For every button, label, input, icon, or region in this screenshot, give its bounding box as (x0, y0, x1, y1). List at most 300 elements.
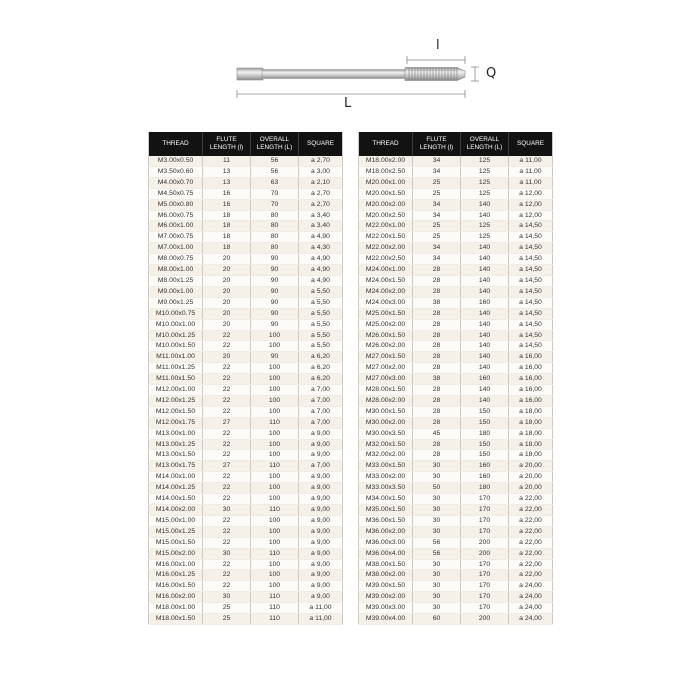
cell-overall-length: 140 (461, 363, 509, 374)
cell-square: a 22,00 (509, 526, 553, 537)
cell-overall-length: 160 (461, 374, 509, 385)
table-row (359, 570, 553, 581)
cell-thread: M30.00x2.00 (359, 417, 413, 428)
table-row (149, 221, 343, 232)
cell-flute-length: 25 (413, 232, 461, 243)
table-row (149, 330, 343, 341)
cell-square: a 16,00 (509, 363, 553, 374)
cell-flute-length: 30 (413, 515, 461, 526)
cell-square: a 18,00 (509, 406, 553, 417)
cell-overall-length: 170 (461, 526, 509, 537)
table-row (149, 341, 343, 352)
cell-overall-length: 140 (461, 330, 509, 341)
cell-overall-length: 80 (251, 221, 299, 232)
table-row (359, 199, 553, 210)
cell-overall-length: 170 (461, 603, 509, 614)
cell-flute-length: 28 (413, 363, 461, 374)
header-thread: THREAD (359, 132, 413, 156)
table-row (359, 406, 553, 417)
cell-overall-length: 100 (251, 374, 299, 385)
cell-overall-length: 90 (251, 308, 299, 319)
cell-thread: M12.00x1.75 (149, 417, 203, 428)
cell-overall-length: 110 (251, 614, 299, 625)
cell-thread: M26.00x1.50 (359, 330, 413, 341)
cell-flute-length: 16 (203, 199, 251, 210)
cell-thread: M38.00x1.50 (359, 559, 413, 570)
cell-overall-length: 140 (461, 265, 509, 276)
header-overall-length: OVERALL LENGTH (L) (461, 132, 509, 156)
tap-square-end (237, 68, 263, 80)
cell-flute-length: 20 (203, 286, 251, 297)
cell-thread: M30.00x1.50 (359, 406, 413, 417)
table-row (359, 265, 553, 276)
cell-square: a 5,50 (299, 319, 343, 330)
table-row (149, 603, 343, 614)
table-row (359, 385, 553, 396)
header-square: SQUARE (509, 132, 553, 156)
table-row (149, 505, 343, 516)
table-row (359, 548, 553, 559)
cell-square: a 9,00 (299, 505, 343, 516)
cell-overall-length: 56 (251, 156, 299, 166)
cell-square: a 9,00 (299, 548, 343, 559)
cell-flute-length: 22 (203, 374, 251, 385)
cell-square: a 9,00 (299, 472, 343, 483)
cell-thread: M10.00x1.50 (149, 341, 203, 352)
table-row (149, 319, 343, 330)
table-row (359, 395, 553, 406)
cell-flute-length: 30 (413, 472, 461, 483)
cell-thread: M28.00x2.00 (359, 395, 413, 406)
cell-thread: M16.00x1.25 (149, 570, 203, 581)
table-row (359, 417, 553, 428)
table-row (359, 243, 553, 254)
cell-thread: M36.00x3.00 (359, 537, 413, 548)
table-row (149, 537, 343, 548)
table-row (149, 494, 343, 505)
cell-thread: M14.00x1.50 (149, 494, 203, 505)
cell-square: a 18,00 (509, 439, 553, 450)
cell-thread: M18.00x2.50 (359, 166, 413, 177)
cell-square: a 22,00 (509, 494, 553, 505)
cell-thread: M30.00x3.50 (359, 428, 413, 439)
table-row (359, 254, 553, 265)
cell-overall-length: 125 (461, 177, 509, 188)
table-row (149, 374, 343, 385)
cell-flute-length: 56 (413, 537, 461, 548)
cell-square: a 20,00 (509, 483, 553, 494)
table-row (359, 319, 553, 330)
cell-thread: M15.00x1.25 (149, 526, 203, 537)
cell-overall-length: 125 (461, 232, 509, 243)
cell-square: a 24,00 (509, 614, 553, 625)
cell-overall-length: 140 (461, 210, 509, 221)
cell-overall-length: 110 (251, 461, 299, 472)
cell-square: a 14,50 (509, 275, 553, 286)
thread-table-right-body (359, 156, 553, 624)
cell-overall-length: 150 (461, 406, 509, 417)
cell-overall-length: 140 (461, 275, 509, 286)
cell-flute-length: 22 (203, 395, 251, 406)
cell-overall-length: 100 (251, 537, 299, 548)
cell-thread: M16.00x2.00 (149, 592, 203, 603)
cell-flute-length: 22 (203, 363, 251, 374)
cell-flute-length: 20 (203, 352, 251, 363)
cell-thread: M8.00x0.75 (149, 254, 203, 265)
cell-thread: M35.00x1.50 (359, 505, 413, 516)
cell-flute-length: 18 (203, 243, 251, 254)
tap-threaded-section (405, 68, 457, 81)
cell-flute-length: 30 (413, 494, 461, 505)
cell-overall-length: 160 (461, 297, 509, 308)
cell-square: a 9,00 (299, 450, 343, 461)
cell-flute-length: 38 (413, 374, 461, 385)
cell-thread: M12.00x1.50 (149, 406, 203, 417)
cell-flute-length: 22 (203, 341, 251, 352)
cell-flute-length: 28 (413, 352, 461, 363)
table-row (359, 330, 553, 341)
table-row (359, 450, 553, 461)
cell-flute-length: 22 (203, 494, 251, 505)
cell-square: a 14,50 (509, 341, 553, 352)
table-row (149, 592, 343, 603)
cell-square: a 16,00 (509, 374, 553, 385)
cell-overall-length: 100 (251, 363, 299, 374)
cell-flute-length: 50 (413, 483, 461, 494)
table-row (149, 385, 343, 396)
cell-overall-length: 170 (461, 505, 509, 516)
cell-thread: M39.00x3.00 (359, 603, 413, 614)
cell-flute-length: 22 (203, 570, 251, 581)
header-thread: THREAD (149, 132, 203, 156)
cell-square: a 2,70 (299, 199, 343, 210)
cell-overall-length: 125 (461, 188, 509, 199)
cell-thread: M18.00x1.00 (149, 603, 203, 614)
table-row (149, 406, 343, 417)
cell-square: a 4,90 (299, 232, 343, 243)
table-row (149, 177, 343, 188)
cell-overall-length: 90 (251, 352, 299, 363)
cell-square: a 6,20 (299, 374, 343, 385)
cell-square: a 9,00 (299, 592, 343, 603)
cell-overall-length: 90 (251, 319, 299, 330)
cell-flute-length: 18 (203, 221, 251, 232)
cell-square: a 9,00 (299, 559, 343, 570)
cell-flute-length: 27 (203, 417, 251, 428)
cell-overall-length: 170 (461, 581, 509, 592)
cell-square: a 5,50 (299, 330, 343, 341)
cell-flute-length: 25 (203, 614, 251, 625)
cell-thread: M24.00x1.00 (359, 265, 413, 276)
cell-flute-length: 30 (203, 505, 251, 516)
header-overall-length: OVERALL LENGTH (L) (251, 132, 299, 156)
cell-square: a 24,00 (509, 581, 553, 592)
table-row (149, 199, 343, 210)
cell-overall-length: 100 (251, 494, 299, 505)
cell-overall-length: 200 (461, 537, 509, 548)
table-row (359, 156, 553, 166)
cell-thread: M13.00x1.50 (149, 450, 203, 461)
cell-square: a 9,00 (299, 515, 343, 526)
table-row (149, 559, 343, 570)
cell-thread: M9.00x1.25 (149, 297, 203, 308)
cell-overall-length: 140 (461, 308, 509, 319)
cell-square: a 14,50 (509, 319, 553, 330)
table-row (359, 494, 553, 505)
table-row (359, 614, 553, 625)
cell-flute-length: 28 (413, 330, 461, 341)
cell-overall-length: 100 (251, 559, 299, 570)
cell-thread: M27.00x1.50 (359, 352, 413, 363)
cell-overall-length: 140 (461, 254, 509, 265)
table-row (359, 374, 553, 385)
table-row (149, 570, 343, 581)
cell-flute-length: 28 (413, 319, 461, 330)
cell-overall-length: 110 (251, 505, 299, 516)
overall-length-label: L (344, 96, 352, 111)
cell-square: a 12,00 (509, 210, 553, 221)
cell-square: a 3,40 (299, 210, 343, 221)
cell-square: a 11,00 (509, 166, 553, 177)
cell-square: a 5,50 (299, 341, 343, 352)
cell-overall-length: 56 (251, 166, 299, 177)
cell-square: a 14,50 (509, 308, 553, 319)
cell-square: a 7,00 (299, 395, 343, 406)
cell-square: a 9,00 (299, 439, 343, 450)
cell-thread: M36.00x4.00 (359, 548, 413, 559)
cell-overall-length: 140 (461, 243, 509, 254)
table-row (149, 297, 343, 308)
cell-thread: M33.00x2.00 (359, 472, 413, 483)
cell-flute-length: 25 (203, 603, 251, 614)
cell-thread: M8.00x1.00 (149, 265, 203, 276)
cell-flute-length: 28 (413, 286, 461, 297)
cell-thread: M15.00x2.00 (149, 548, 203, 559)
table-header-row (359, 132, 553, 156)
cell-thread: M20.00x1.50 (359, 188, 413, 199)
cell-flute-length: 22 (203, 526, 251, 537)
cell-overall-length: 150 (461, 417, 509, 428)
cell-flute-length: 25 (413, 221, 461, 232)
cell-overall-length: 110 (251, 417, 299, 428)
cell-flute-length: 30 (413, 559, 461, 570)
table-row (359, 363, 553, 374)
cell-overall-length: 140 (461, 395, 509, 406)
cell-square: a 7,00 (299, 461, 343, 472)
cell-overall-length: 140 (461, 199, 509, 210)
table-row (359, 210, 553, 221)
cell-square: a 11,00 (509, 156, 553, 166)
table-row (149, 254, 343, 265)
cell-flute-length: 22 (203, 450, 251, 461)
cell-square: a 11,00 (509, 177, 553, 188)
cell-square: a 4,90 (299, 265, 343, 276)
cell-flute-length: 20 (203, 297, 251, 308)
cell-square: a 4,30 (299, 243, 343, 254)
cell-thread: M33.00x1.50 (359, 461, 413, 472)
cell-flute-length: 22 (203, 483, 251, 494)
table-row (359, 221, 553, 232)
cell-thread: M15.00x1.50 (149, 537, 203, 548)
cell-flute-length: 28 (413, 450, 461, 461)
table-row (149, 515, 343, 526)
cell-flute-length: 18 (203, 232, 251, 243)
cell-overall-length: 170 (461, 559, 509, 570)
table-row (149, 286, 343, 297)
cell-flute-length: 34 (413, 156, 461, 166)
cell-overall-length: 70 (251, 188, 299, 199)
cell-overall-length: 100 (251, 330, 299, 341)
cell-flute-length: 22 (203, 428, 251, 439)
cell-thread: M7.00x0.75 (149, 232, 203, 243)
cell-thread: M5.00x0.80 (149, 199, 203, 210)
cell-thread: M3.00x0.50 (149, 156, 203, 166)
table-row (359, 603, 553, 614)
cell-square: a 12,00 (509, 199, 553, 210)
cell-overall-length: 160 (461, 472, 509, 483)
cell-overall-length: 100 (251, 570, 299, 581)
cell-thread: M12.00x1.25 (149, 395, 203, 406)
cell-overall-length: 150 (461, 439, 509, 450)
thread-table-right (358, 132, 553, 625)
table-row (149, 275, 343, 286)
cell-thread: M13.00x1.00 (149, 428, 203, 439)
cell-overall-length: 100 (251, 483, 299, 494)
cell-overall-length: 180 (461, 483, 509, 494)
cell-thread: M32.00x1.50 (359, 439, 413, 450)
cell-flute-length: 30 (203, 592, 251, 603)
cell-square: a 16,00 (509, 395, 553, 406)
cell-flute-length: 34 (413, 243, 461, 254)
table-row (359, 461, 553, 472)
cell-square: a 2,70 (299, 156, 343, 166)
cell-thread: M12.00x1.00 (149, 385, 203, 396)
cell-overall-length: 90 (251, 254, 299, 265)
cell-square: a 18,00 (509, 450, 553, 461)
thread-table-left (148, 132, 343, 625)
cell-thread: M24.00x2.00 (359, 286, 413, 297)
table-row (149, 188, 343, 199)
cell-flute-length: 22 (203, 581, 251, 592)
cell-square: a 2,10 (299, 177, 343, 188)
cell-thread: M10.00x0.75 (149, 308, 203, 319)
cell-square: a 14,50 (509, 297, 553, 308)
cell-overall-length: 100 (251, 385, 299, 396)
cell-flute-length: 45 (413, 428, 461, 439)
cell-flute-length: 18 (203, 210, 251, 221)
cell-square: a 14,50 (509, 221, 553, 232)
cell-flute-length: 28 (413, 385, 461, 396)
cell-square: a 5,50 (299, 308, 343, 319)
cell-flute-length: 11 (203, 156, 251, 166)
cell-thread: M9.00x1.00 (149, 286, 203, 297)
cell-flute-length: 28 (413, 265, 461, 276)
cell-square: a 24,00 (509, 592, 553, 603)
cell-square: a 14,50 (509, 254, 553, 265)
cell-overall-length: 80 (251, 243, 299, 254)
table-row (149, 450, 343, 461)
table-row (149, 352, 343, 363)
cell-thread: M22.00x1.50 (359, 232, 413, 243)
cell-thread: M28.00x1.50 (359, 385, 413, 396)
cell-square: a 18,00 (509, 428, 553, 439)
cell-thread: M22.00x2.50 (359, 254, 413, 265)
cell-thread: M32.00x2.00 (359, 450, 413, 461)
header-flute-length: FLUTE LENGTH (l) (413, 132, 461, 156)
table-row (149, 417, 343, 428)
cell-overall-length: 100 (251, 472, 299, 483)
cell-flute-length: 20 (203, 254, 251, 265)
cell-overall-length: 100 (251, 515, 299, 526)
table-row (359, 559, 553, 570)
cell-square: a 20,00 (509, 472, 553, 483)
cell-thread: M10.00x1.00 (149, 319, 203, 330)
table-row (359, 341, 553, 352)
cell-thread: M10.00x1.25 (149, 330, 203, 341)
cell-thread: M6.00x0.75 (149, 210, 203, 221)
cell-square: a 6,20 (299, 352, 343, 363)
cell-flute-length: 22 (203, 439, 251, 450)
cell-flute-length: 13 (203, 166, 251, 177)
table-row (359, 592, 553, 603)
table-row (149, 439, 343, 450)
cell-square: a 22,00 (509, 505, 553, 516)
cell-thread: M8.00x1.25 (149, 275, 203, 286)
cell-flute-length: 30 (203, 548, 251, 559)
cell-flute-length: 22 (203, 385, 251, 396)
cell-square: a 9,00 (299, 494, 343, 505)
cell-square: a 3,00 (299, 166, 343, 177)
cell-flute-length: 22 (203, 330, 251, 341)
thread-table-left-body (149, 156, 343, 624)
cell-thread: M34.00x1.50 (359, 494, 413, 505)
cell-flute-length: 34 (413, 254, 461, 265)
cell-flute-length: 28 (413, 395, 461, 406)
cell-square: a 9,00 (299, 483, 343, 494)
cell-square: a 22,00 (509, 537, 553, 548)
tap-shank (262, 70, 407, 79)
cell-square: a 14,50 (509, 330, 553, 341)
cell-thread: M26.00x2.00 (359, 341, 413, 352)
cell-thread: M13.00x1.75 (149, 461, 203, 472)
cell-flute-length: 28 (413, 439, 461, 450)
cell-square: a 14,50 (509, 265, 553, 276)
cell-flute-length: 56 (413, 548, 461, 559)
cell-overall-length: 90 (251, 297, 299, 308)
cell-flute-length: 30 (413, 526, 461, 537)
cell-square: a 9,00 (299, 428, 343, 439)
cell-square: a 5,50 (299, 297, 343, 308)
cell-thread: M20.00x1.00 (359, 177, 413, 188)
tap-point (457, 68, 465, 81)
cell-thread: M16.00x1.50 (149, 581, 203, 592)
table-row (359, 308, 553, 319)
table-row (149, 243, 343, 254)
table-row (359, 537, 553, 548)
cell-square: a 9,00 (299, 570, 343, 581)
cell-square: a 12,00 (509, 188, 553, 199)
table-row (149, 395, 343, 406)
cell-thread: M20.00x2.00 (359, 199, 413, 210)
cell-thread: M33.00x3.50 (359, 483, 413, 494)
cell-overall-length: 170 (461, 494, 509, 505)
cell-flute-length: 30 (413, 592, 461, 603)
table-row (359, 526, 553, 537)
cell-thread: M27.00x3.00 (359, 374, 413, 385)
cell-thread: M6.00x1.00 (149, 221, 203, 232)
cell-overall-length: 80 (251, 232, 299, 243)
table-row (359, 166, 553, 177)
